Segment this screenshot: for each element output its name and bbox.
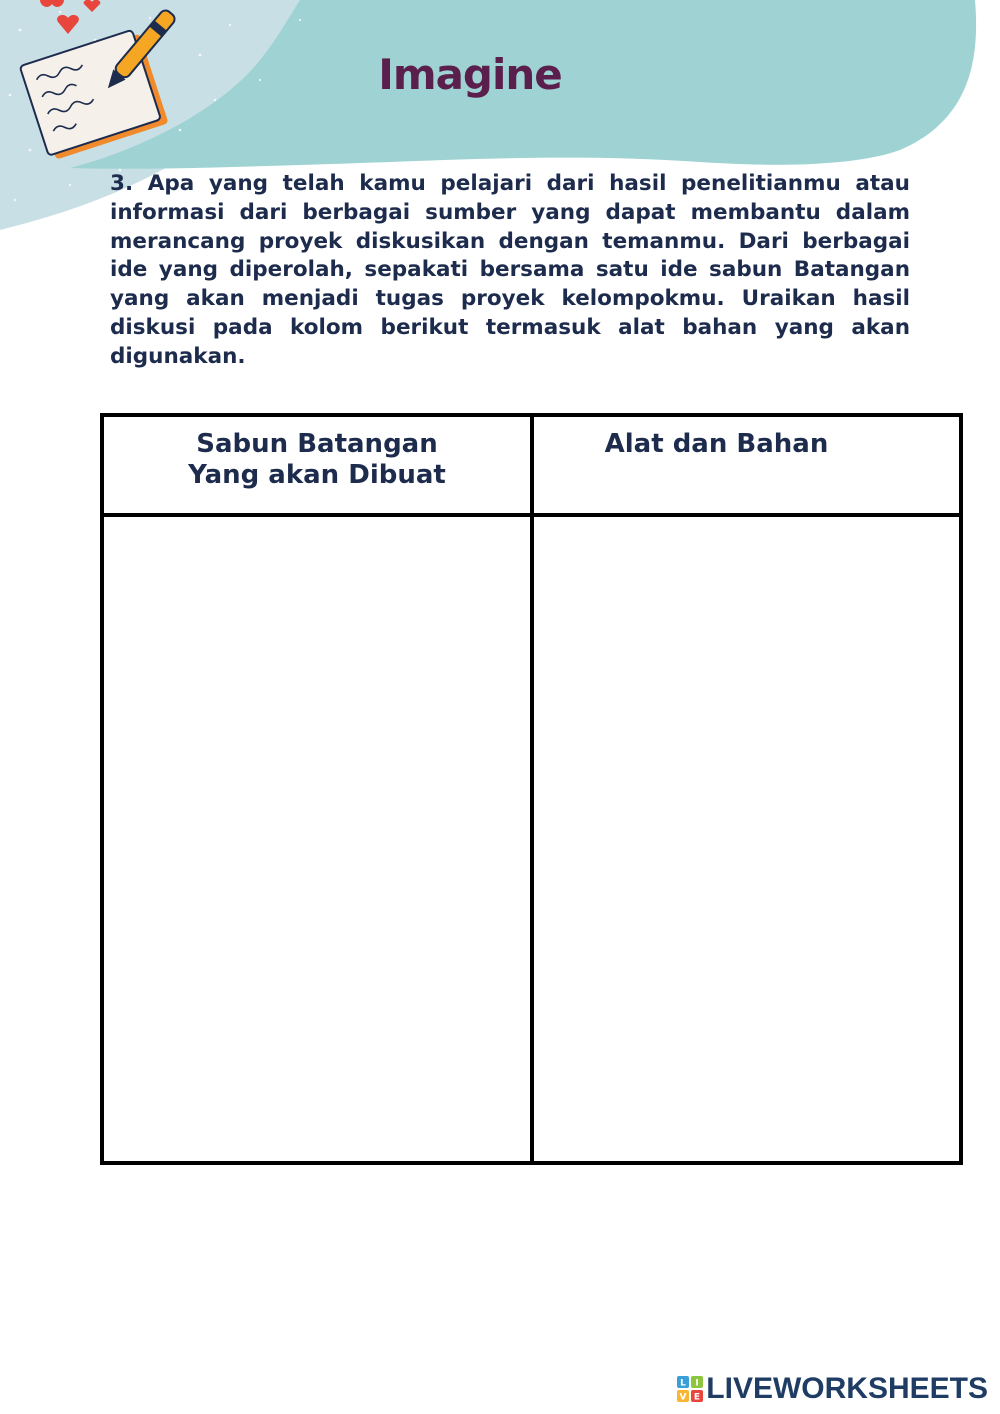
- liveworksheets-logo-icon: [677, 1376, 703, 1402]
- logo-letter-v: V: [679, 1392, 687, 1402]
- tools-answer-field[interactable]: [534, 517, 959, 1161]
- logo-letter-l: L: [680, 1378, 687, 1389]
- question-text: 3. Apa yang telah kamu pelajari dari hasil penelitianmu atau informasi dari berbagai sumber yang dapat membantu dalam merancang proyek diskusikan dengan temanmu. Dari berbagai ide yang diperolah, sepakati bersama satu ide sabun Batangan yang akan menjadi tugas proyek kelompokmu. Uraikan hasil diskusi pada kolom berikut termasuk alat bahan yang akan digunakan.: [110, 171, 910, 369]
- answer-table: [100, 413, 963, 1165]
- column-header-soap: [102, 415, 532, 515]
- liveworksheets-logo[interactable]: [677, 1372, 988, 1406]
- column-header-soap-line2: Yang akan Dibuat: [188, 460, 446, 490]
- column-header-tools-label: Alat dan Bahan: [604, 429, 829, 459]
- table-header-row: [102, 415, 961, 515]
- table-row: [102, 515, 961, 1163]
- liveworksheets-logo-text: LIVEWORKSHEETS: [706, 1372, 988, 1405]
- soap-answer-field[interactable]: [104, 517, 530, 1161]
- column-header-tools: [532, 415, 961, 515]
- tools-answer-cell[interactable]: [532, 515, 961, 1163]
- logo-letter-e: E: [694, 1392, 701, 1402]
- soap-answer-cell[interactable]: [102, 515, 532, 1163]
- page-title: Imagine: [378, 50, 562, 99]
- column-header-soap-line1: Sabun Batangan: [196, 429, 438, 459]
- logo-letter-i: I: [695, 1378, 699, 1389]
